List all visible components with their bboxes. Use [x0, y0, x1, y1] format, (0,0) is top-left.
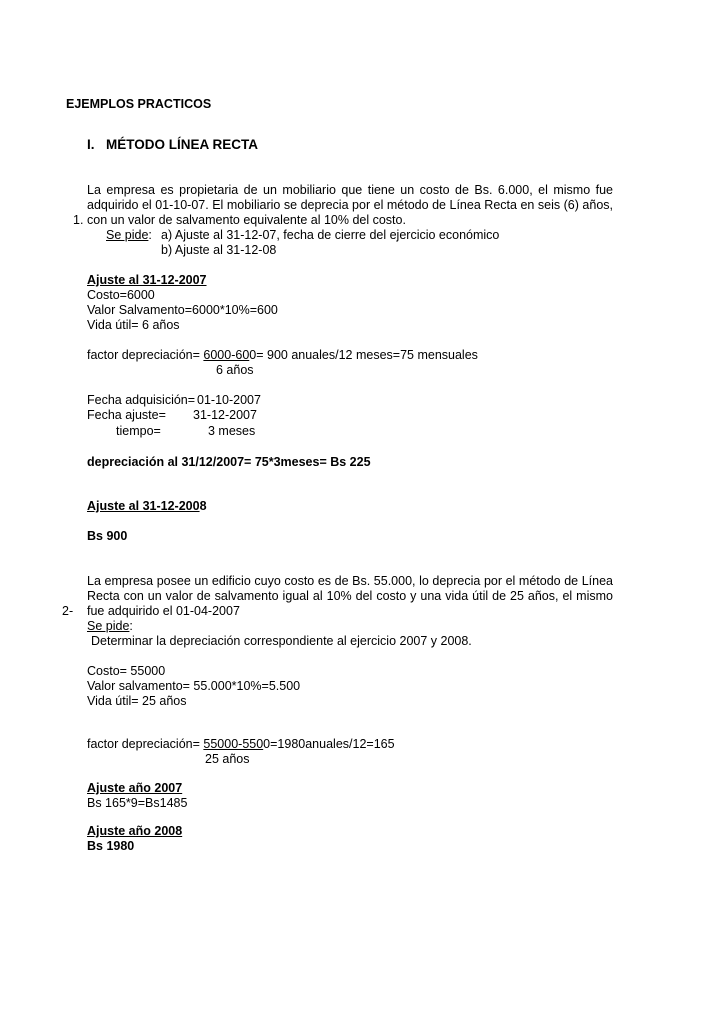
ex1-paragraph-line-1: La empresa es propietaria de un mobiliario que tiene un costo de Bs. 6.000, el mismo fue: [87, 183, 613, 197]
ex2-vida-util: Vida útil= 25 años: [87, 694, 187, 708]
ex2-factor-numerator: 55000-550: [203, 737, 264, 751]
ex2-paragraph-line-3: fue adquirido el 01-04-2007: [87, 604, 240, 618]
ex1-factor-denominator: 6 años: [216, 363, 254, 377]
section-numeral: I.: [87, 137, 95, 152]
ex1-factor-formula: [87, 348, 478, 363]
ex1-number: 1.: [73, 213, 84, 227]
ex1-salvamento: Valor Salvamento=6000*10%=600: [87, 303, 278, 317]
ex1-fecha-ajuste-value: 31-12-2007: [193, 408, 257, 422]
ex1-ajuste-2008-result: Bs 900: [87, 529, 128, 543]
ex1-paragraph-line-3: con un valor de salvamento equivalente al 10% del costo.: [87, 213, 406, 227]
ex1-depreciacion-result: depreciación al 31/12/2007= 75*3meses= Bs 225: [87, 455, 371, 469]
ex2-ajuste-2007-title: Ajuste año 2007: [87, 781, 183, 795]
ex2-costo: Costo= 55000: [87, 664, 166, 678]
ex2-paragraph-line-2: Recta con un valor de salvamento igual al 10% del costo y una vida útil de 25 años, el mismo: [87, 589, 613, 603]
ex2-se-pide-label: Se pide: [87, 619, 130, 633]
ex1-tiempo-value: 3 meses: [208, 424, 256, 438]
ex1-factor-numerator: 6000-60: [203, 348, 250, 362]
ex2-number: 2-: [62, 604, 74, 618]
ex1-factor-prefix: factor depreciación=: [87, 348, 204, 362]
ex2-paragraph-line-1: La empresa posee un edificio cuyo costo es de Bs. 55.000, lo deprecia por el método de Línea: [87, 574, 613, 588]
ex2-se-pide-colon: :: [129, 619, 133, 633]
ex2-ajuste-2008-title: Ajuste año 2008: [87, 824, 183, 838]
document-title: EJEMPLOS PRACTICOS: [66, 97, 212, 111]
ex1-factor-suffix: 0= 900 anuales/12 meses=75 mensuales: [249, 348, 478, 362]
ex2-factor-suffix: 0=1980anuales/12=165: [263, 737, 395, 751]
ex1-se-pide: [106, 228, 152, 243]
ex1-fecha-adquisicion-label: Fecha adquisición=: [87, 393, 196, 407]
ex1-tiempo-label: tiempo=: [116, 424, 161, 438]
section-title: MÉTODO LÍNEA RECTA: [106, 137, 259, 152]
ex1-item-a: a) Ajuste al 31-12-07, fecha de cierre del ejercicio económico: [161, 228, 500, 242]
ex2-instruccion: Determinar la depreciación correspondiente al ejercicio 2007 y 2008.: [91, 634, 472, 648]
ex1-ajuste-2008-title: [87, 499, 207, 514]
ex2-factor-denominator: 25 años: [205, 752, 250, 766]
ex2-se-pide: [87, 619, 133, 634]
ex2-factor-formula: [87, 737, 395, 752]
ex1-vida-util: Vida útil= 6 años: [87, 318, 180, 332]
ex1-ajuste-2008-title-underlined: Ajuste al 31-12-200: [87, 499, 200, 513]
ex1-ajuste-2007-title: Ajuste al 31-12-2007: [87, 273, 207, 287]
ex1-costo: Costo=6000: [87, 288, 155, 302]
ex2-factor-prefix: factor depreciación=: [87, 737, 204, 751]
ex1-item-b: b) Ajuste al 31-12-08: [161, 243, 277, 257]
ex2-ajuste-2007-value: Bs 165*9=Bs1485: [87, 796, 188, 810]
ex1-ajuste-2008-title-rest: 8: [199, 499, 207, 513]
ex1-se-pide-colon: :: [148, 228, 152, 242]
ex1-se-pide-label: Se pide: [106, 228, 149, 242]
ex2-salvamento: Valor salvamento= 55.000*10%=5.500: [87, 679, 301, 693]
ex1-fecha-adquisicion-value: 01-10-2007: [197, 393, 261, 407]
ex2-ajuste-2008-value: Bs 1980: [87, 839, 135, 853]
ex1-paragraph-line-2: adquirido el 01-10-07. El mobiliario se deprecia por el método de Línea Recta en seis (6) años,: [87, 198, 613, 212]
ex1-fecha-ajuste-label: Fecha ajuste=: [87, 408, 166, 422]
